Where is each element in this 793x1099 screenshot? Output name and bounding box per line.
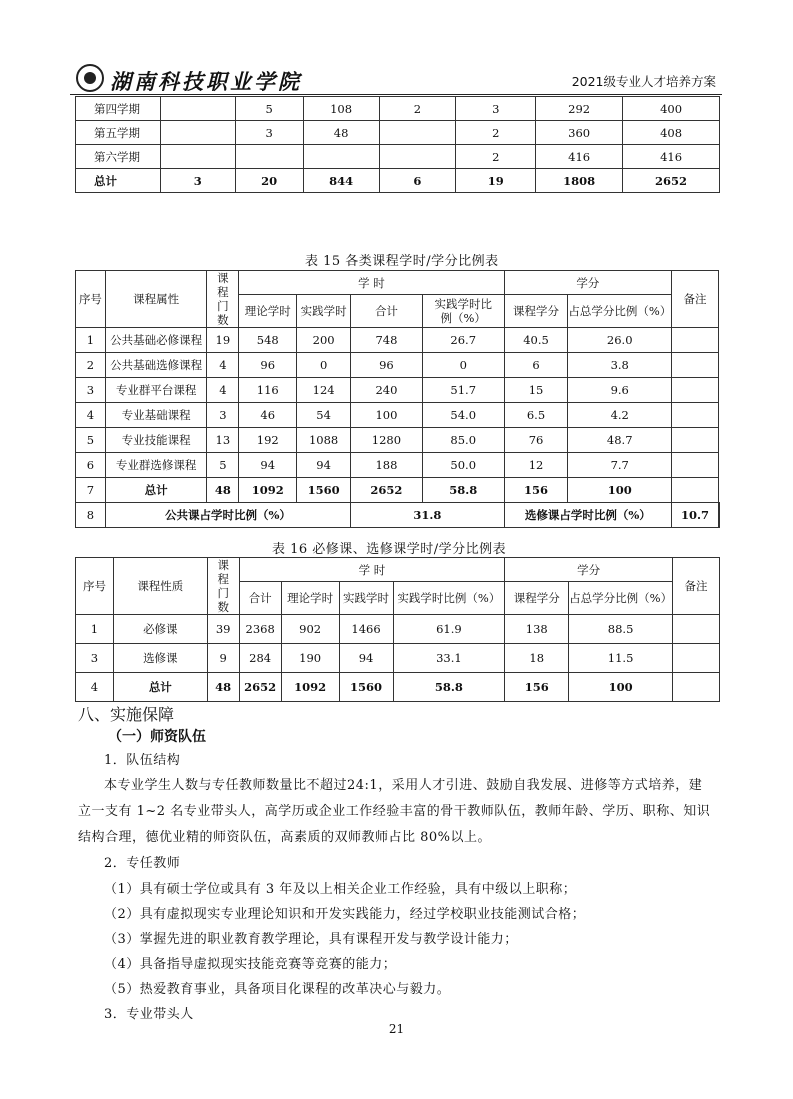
table15 [75,270,720,528]
table-cell: 4 [76,673,114,702]
page-number: 21 [388,1022,405,1036]
table-cell: 76 [504,428,568,453]
t16-head-total: 合计 [239,582,281,615]
item-full-time-teachers: 2．专任教师 [104,856,181,871]
table-cell: 1466 [339,615,393,644]
table-cell: 190 [281,644,339,673]
table-cell: 总计 [113,673,207,702]
table-cell: 94 [297,453,351,478]
table-cell: 3.8 [568,353,672,378]
t15-head-credits: 学分 [504,271,671,295]
table-cell: 50.0 [422,453,504,478]
t15-head-practice: 实践学时 [297,295,351,328]
t16-head-credit-ratio: 占总学分比例（%） [569,582,673,615]
table-cell: 96 [239,353,297,378]
t16-head-credit: 课程学分 [505,582,569,615]
requirement-2: （2）具有虚拟现实专业理论知识和开发实践能力，经过学校职业技能测试合格； [104,907,586,922]
table-cell: 844 [303,169,379,193]
table-cell: 4 [76,403,106,428]
table-row [76,428,720,453]
table-cell: 2 [379,97,456,121]
table-row [76,453,720,478]
table-cell: 19 [207,328,239,353]
table-cell: 240 [351,378,423,403]
para1-line3: 结构合理，德优业精的师资队伍，高素质的双师教师占比 80%以上。 [78,830,492,845]
table-cell: 2 [456,121,536,145]
t16-head-remark: 备注 [673,558,720,615]
table-cell: 58.8 [393,673,505,702]
para1-line2: 立一支有 1~2 名专业带头人，高学历或企业工作经验丰富的骨干教师队伍，教师年龄、学历、职称、知识 [78,804,711,819]
page-header [70,62,722,95]
table-cell: 96 [351,353,423,378]
table-cell: 902 [281,615,339,644]
table-cell: 6 [504,353,568,378]
para1-line1: 本专业学生人数与专任教师数量比不超过24:1，采用人才引进、鼓励自我发展、进修等方式培养，建 [104,778,703,793]
table-cell: 8 [76,503,106,528]
t15-head-credit-ratio: 占总学分比例（%） [568,295,672,328]
table-cell: 116 [239,378,297,403]
table-cell: 26.0 [568,328,672,353]
table-cell: 4 [207,378,239,403]
table-cell: 2 [456,145,536,169]
table-cell: 15 [504,378,568,403]
table-cell [672,328,719,353]
table-cell [719,503,720,528]
t16-head-practice-ratio: 实践学时比例（%） [393,582,505,615]
table-cell: 400 [623,97,720,121]
table-cell: 48 [303,121,379,145]
table-cell: 1 [76,328,106,353]
public-ratio-value: 31.8 [351,503,505,528]
table-cell: 3 [76,644,114,673]
t16-head-count: 课程门数 [207,558,239,615]
table16-caption: 表 16 必修课、选修课学时/学分比例表 [272,542,507,557]
table-row [76,403,720,428]
table-cell: 13 [207,428,239,453]
table-cell: 1280 [351,428,423,453]
table-cell: 3 [76,378,106,403]
table-cell: 9.6 [568,378,672,403]
t15-head-total: 合计 [351,295,423,328]
table-row [76,673,720,702]
table-cell: 100 [569,673,673,702]
table-cell [672,453,719,478]
t15-head-hours: 学 时 [239,271,504,295]
requirement-3: （3）掌握先进的职业教育教学理论，具有课程开发与教学设计能力； [104,932,518,947]
table-cell: 1560 [339,673,393,702]
table-cell: 108 [303,97,379,121]
table-cell: 3 [456,97,536,121]
t16-head-hours: 学 时 [239,558,505,582]
requirement-1: （1）具有硕士学位或具有 3 年及以上相关企业工作经验，具有中级以上职称； [104,882,577,897]
table-cell: 54 [297,403,351,428]
table-cell [379,145,456,169]
table-cell [672,478,719,503]
table-cell: 40.5 [504,328,568,353]
table-row [76,644,720,673]
table-cell: 12 [504,453,568,478]
table-cell: 2652 [351,478,423,503]
table-cell: 4.2 [568,403,672,428]
table-cell [673,673,720,702]
semester-table [75,96,720,193]
table-cell [160,121,235,145]
table-cell: 总计 [76,169,161,193]
plan-title: 2021级专业人才培养方案 [571,74,716,89]
table-cell: 第六学期 [76,145,161,169]
table-cell: 1808 [536,169,623,193]
table-cell: 7.7 [568,453,672,478]
table-cell: 51.7 [422,378,504,403]
table-cell: 85.0 [422,428,504,453]
table-row [76,378,720,403]
requirement-5: （5）热爱教育事业，具备项目化课程的改革决心与毅力。 [104,982,451,997]
table-cell: 188 [351,453,423,478]
table-row [76,328,720,353]
table-cell: 548 [239,328,297,353]
table-cell: 6 [379,169,456,193]
table-cell: 6 [76,453,106,478]
table-cell: 2368 [239,615,281,644]
table-cell: 2 [76,353,106,378]
t16-head-credits: 学分 [505,558,673,582]
table-cell: 18 [505,644,569,673]
table15-caption: 表 15 各类课程学时/学分比例表 [305,254,499,269]
table-cell: 第四学期 [76,97,161,121]
table-cell: 4 [207,353,239,378]
table-cell: 3 [207,403,239,428]
t16-head-nature: 课程性质 [113,558,207,615]
table-cell: 54.0 [422,403,504,428]
table-row [76,353,720,378]
t16-head-seq: 序号 [76,558,114,615]
item-program-leader: 3．专业带头人 [104,1007,194,1022]
table-cell: 第五学期 [76,121,161,145]
table-cell: 0 [422,353,504,378]
t16-head-theory: 理论学时 [281,582,339,615]
section-title: 八、实施保障 [78,705,175,724]
table-cell: 2652 [623,169,720,193]
table-cell: 360 [536,121,623,145]
table-cell: 100 [568,478,672,503]
table-cell: 200 [297,328,351,353]
subsection-title: （一）师资队伍 [108,729,206,745]
table-cell: 19 [456,169,536,193]
table-row [76,478,720,503]
school-name: 湖南科技职业学院 [110,69,302,94]
table-cell [235,145,303,169]
t15-head-count: 课程门数 [207,271,239,328]
table-row [76,615,720,644]
table-cell: 公共基础必修课程 [105,328,207,353]
table-row [76,121,720,145]
table-cell: 192 [239,428,297,453]
table-cell: 公共基础选修课程 [105,353,207,378]
table-cell: 9 [207,644,239,673]
table-cell: 专业技能课程 [105,428,207,453]
t15-head-remark: 备注 [672,271,719,328]
table-cell: 1088 [297,428,351,453]
table-cell: 61.9 [393,615,505,644]
table-cell: 156 [504,478,568,503]
table-cell: 1560 [297,478,351,503]
table-cell [303,145,379,169]
requirement-4: （4）具备指导虚拟现实技能竞赛等竞赛的能力； [104,957,397,972]
table-cell: 必修课 [113,615,207,644]
table-cell: 20 [235,169,303,193]
table-cell: 58.8 [422,478,504,503]
table-cell: 33.1 [393,644,505,673]
table-cell: 5 [207,453,239,478]
table-cell: 100 [351,403,423,428]
table-cell: 138 [505,615,569,644]
table-row [76,97,720,121]
table-cell [672,403,719,428]
t15-head-seq: 序号 [76,271,106,328]
elective-ratio-value: 10.7 [672,503,719,528]
table-cell [672,378,719,403]
table-cell: 292 [536,97,623,121]
table16 [75,557,720,702]
table-cell [672,353,719,378]
t16-head-practice: 实践学时 [339,582,393,615]
item-team-structure: 1．队伍结构 [104,753,181,768]
table-cell: 0 [297,353,351,378]
school-logo [76,64,104,92]
table-cell: 48.7 [568,428,672,453]
table-cell: 416 [623,145,720,169]
table-cell [160,97,235,121]
table-cell: 156 [505,673,569,702]
table-cell: 48 [207,673,239,702]
table-cell: 408 [623,121,720,145]
table-cell: 3 [160,169,235,193]
table-cell: 88.5 [569,615,673,644]
t15-head-attr: 课程属性 [105,271,207,328]
table-footer-row [76,503,720,528]
table-cell: 专业群平台课程 [105,378,207,403]
table-row [76,169,720,193]
table-cell: 选修课 [113,644,207,673]
table-cell: 1 [76,615,114,644]
table-cell: 46 [239,403,297,428]
t15-head-theory: 理论学时 [239,295,297,328]
table-cell: 26.7 [422,328,504,353]
table-cell: 5 [235,97,303,121]
public-ratio-label: 公共课占学时比例（%） [105,503,350,528]
table-cell: 94 [339,644,393,673]
table-cell: 748 [351,328,423,353]
table-cell: 3 [235,121,303,145]
table-cell: 94 [239,453,297,478]
table-cell: 总计 [105,478,207,503]
table-cell: 7 [76,478,106,503]
t15-head-credit: 课程学分 [504,295,568,328]
table-cell: 2652 [239,673,281,702]
table-cell: 5 [76,428,106,453]
table-cell [673,644,720,673]
table-cell: 284 [239,644,281,673]
table-cell: 专业基础课程 [105,403,207,428]
table-cell: 48 [207,478,239,503]
table-cell [379,121,456,145]
table-cell: 39 [207,615,239,644]
table-cell: 1092 [239,478,297,503]
t15-head-practice-ratio: 实践学时比例（%） [422,295,504,328]
table-row [76,145,720,169]
table-cell: 6.5 [504,403,568,428]
table-cell: 416 [536,145,623,169]
table-cell: 124 [297,378,351,403]
table-cell: 专业群选修课程 [105,453,207,478]
elective-ratio-label: 选修课占学时比例（%） [504,503,671,528]
table-cell [673,615,720,644]
table-cell [160,145,235,169]
table-cell: 1092 [281,673,339,702]
table-cell: 11.5 [569,644,673,673]
table-cell [672,428,719,453]
